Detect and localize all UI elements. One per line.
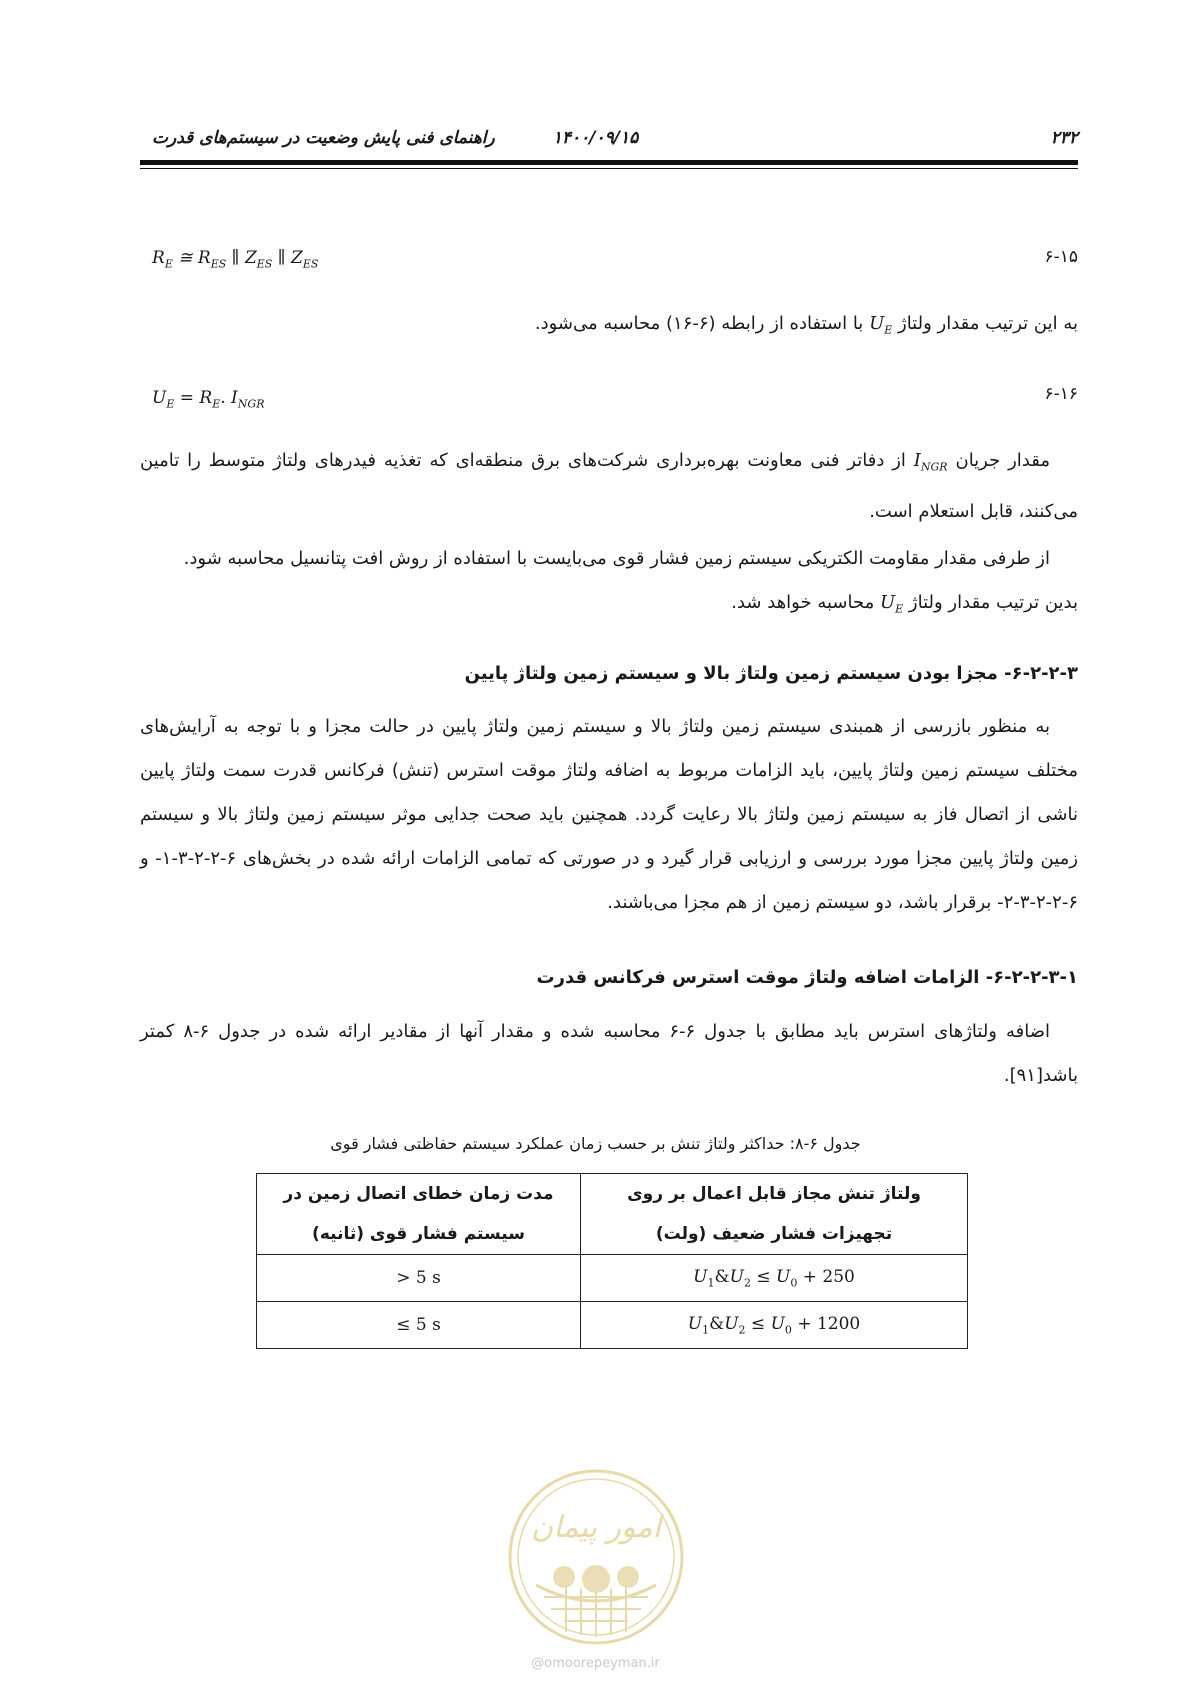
table-cell-voltage: $U_1\&U_2 \le U_0 + 250$ (581, 1255, 968, 1302)
stress-voltage-table (256, 1173, 968, 1349)
paragraph-voltage-result: بدین ترتیب مقدار ولتاژ $U_E$ محاسبه خواهد شد. (731, 592, 1078, 616)
section-heading-overvoltage: ۶-۲-۲-۳-۱- الزامات اضافه ولتاژ موقت استرس فرکانس قدرت (536, 967, 1078, 988)
table-header-voltage: ولتاژ تنش مجاز قابل اعمال بر روی تجهیزات فشار ضعیف (ولت) (581, 1174, 968, 1255)
equation-6-16: $U_E = R_E$. $I_{NGR}$ (152, 388, 265, 411)
equation-6-15: $R_E$ ≅ $R_{ES}$ ∥ $Z_{ES}$ ∥ $Z_{ES}$ (152, 248, 319, 271)
math-UE: $U_E$ (869, 313, 893, 337)
table-cell-time: > 5 s (257, 1255, 581, 1302)
header-rule (140, 160, 1078, 165)
watermark-seal-logo (506, 1467, 686, 1647)
section-heading-separation: ۶-۲-۲-۳- مجزا بودن سیستم زمین ولتاژ بالا و سیستم زمین ولتاژ پایین (464, 663, 1078, 684)
paragraph-current-inquiry: مقدار جریان $I_{NGR}$ از دفاتر فنی معاونت بهره‌برداری شرکت‌های برق منطقه‌ای که تغذیه فیدرهای ولتاژ متوسط را تامین می‌کنند، قابل استعلام است. (140, 450, 1078, 522)
watermark-url: @omoorepeyman.ir (531, 1656, 660, 1671)
math-UE-2: $U_E$ (879, 592, 904, 616)
table-cell-voltage: $U_1\&U_2 \le U_0 + 1200$ (581, 1302, 968, 1349)
paragraph-voltage-intro: به این ترتیب مقدار ولتاژ $U_E$ با استفاده از رابطه (۶-۱۶) محاسبه می‌شود. (534, 313, 1078, 337)
watermark-seal-text: امور پیمان (531, 1510, 661, 1545)
table-cell-time: ≤ 5 s (257, 1302, 581, 1349)
paragraph-overvoltage: اضافه ولتاژهای استرس باید مطابق با جدول ۶-۶ محاسبه شده و مقدار آنها از مقادیر ارائه شده در جدول ۶-۸ کمتر باشد[۹۱]. (140, 1021, 1078, 1086)
table-header-row (257, 1174, 968, 1255)
equation-number-16: ۶-۱۶ (1044, 384, 1078, 404)
table-row (257, 1302, 968, 1349)
equation-number-15: ۶-۱۵ (1044, 247, 1078, 267)
paragraph-resistance: از طرفی مقدار مقاومت الکتریکی سیستم زمین فشار قوی می‌بایست با استفاده از روش افت پتانسیل محاسبه شود. (183, 548, 1050, 569)
header-rule-thin (140, 168, 1078, 169)
math-INGR: $I_{NGR}$ (913, 450, 948, 474)
header-date: ۱۴۰۰/۰۹/۱۵ (552, 128, 639, 148)
header-title: راهنمای فنی پایش وضعیت در سیستم‌های قدرت (152, 128, 495, 148)
table-caption: جدول ۶-۸: حداکثر ولتاژ تنش بر حسب زمان عملکرد سیستم حفاظتی فشار قوی (330, 1134, 861, 1153)
page-number: ۲۳۲ (1050, 128, 1078, 148)
table-header-time: مدت زمان خطای اتصال زمین در سیستم فشار قوی (ثانیه) (257, 1174, 581, 1255)
paragraph-separation: به منظور بازرسی از همبندی سیستم زمین ولتاژ بالا و سیستم زمین ولتاژ پایین در حالت مجزا و با توجه به آرایش‌های مختلف سیستم زمین ولتاژ پایین، باید الزامات مربوط به اضافه ولتاژ موقت استرس (تنش) فرکانس قدرت سمت ولتاژ پایین ناشی از اتصال فاز به سیستم زمین ولتاژ بالا رعایت گردد. همچنین باید صحت جدایی موثر سیستم زمین ولتاژ بالا و سیستم زمین ولتاژ پایین مجزا مورد بررسی و ارزیابی قرار گیرد و در صورتی که تمامی الزامات ارائه شده در بخش‌های ۶-۲-۲-۳-۱- و ۶-۲-۲-۳-۲- برقرار باشد، دو سیستم زمین از هم مجزا می‌باشند. (140, 716, 1078, 913)
table-row (257, 1255, 968, 1302)
